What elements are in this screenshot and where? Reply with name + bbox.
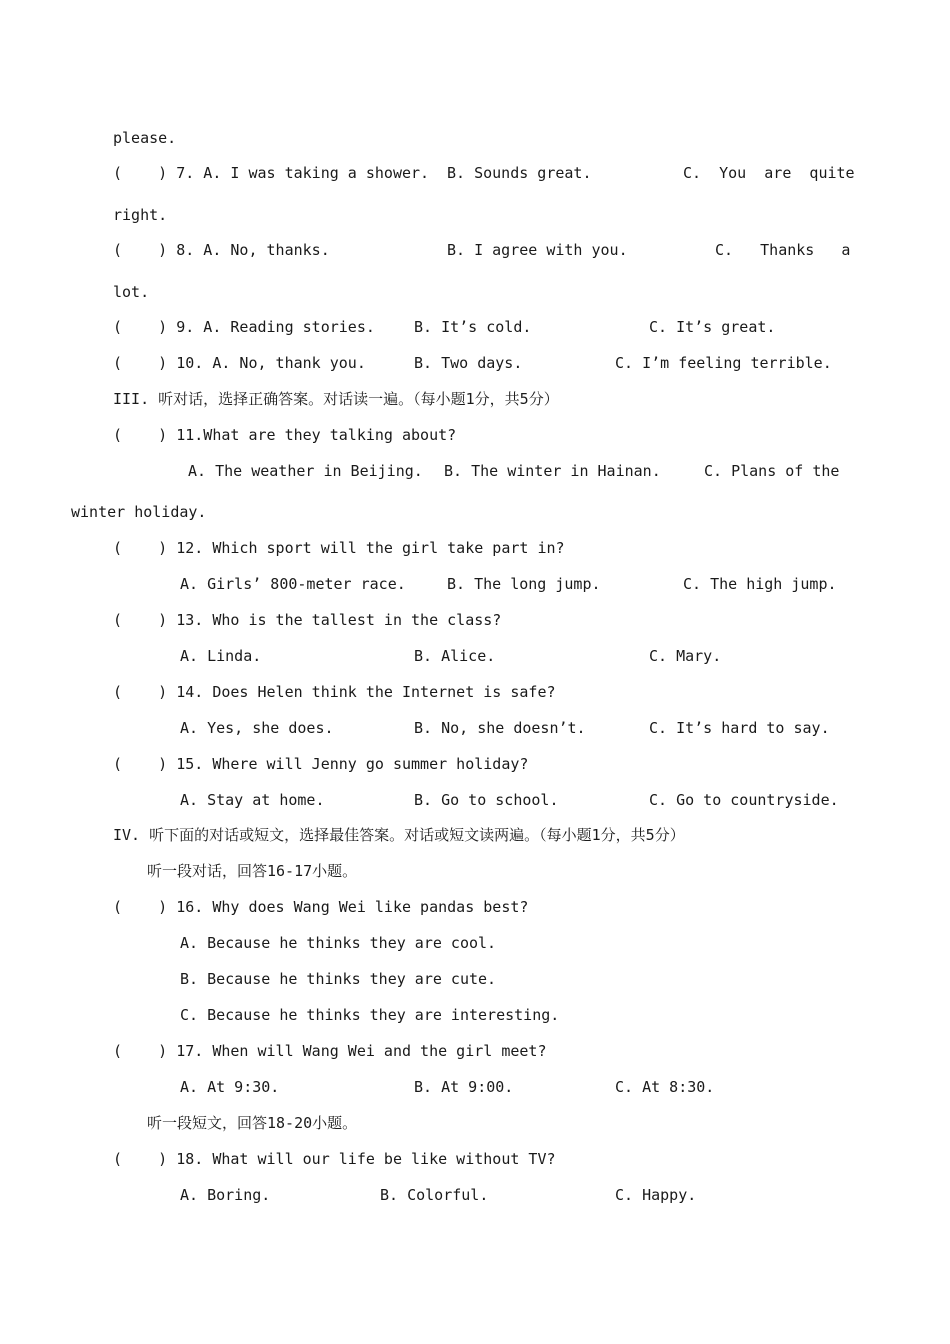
question-17-option-c: C. At 8:30. <box>615 1078 715 1096</box>
question-16-option-c: C. Because he thinks they are interesting. <box>180 1006 560 1024</box>
question-15-option-c: C. Go to countryside. <box>649 791 839 809</box>
question-11-option-c-continued: winter holiday. <box>71 503 207 521</box>
question-7-option-c-continued: right. <box>113 206 168 224</box>
question-7-option-a: ( ) 7. A. I was taking a shower. <box>113 164 430 182</box>
question-8-option-a: ( ) 8. A. No, thanks. <box>113 241 330 259</box>
question-12-option-a: A. Girls’ 800-meter race. <box>180 575 406 593</box>
question-13-option-b: B. Alice. <box>414 647 496 665</box>
question-8-option-b: B. I agree with you. <box>447 241 628 259</box>
question-18-option-a: A. Boring. <box>180 1186 271 1204</box>
question-7-option-b: B. Sounds great. <box>447 164 592 182</box>
dialogue-instruction: 听一段对话，回答16-17小题。 <box>147 862 358 880</box>
question-15-option-a: A. Stay at home. <box>180 791 325 809</box>
question-8-option-c: C. Thanks a <box>715 241 851 259</box>
question-11-option-a: A. The weather in Beijing. <box>188 462 423 480</box>
question-7-option-c: C. You are quite <box>683 164 855 182</box>
question-14-option-c: C. It’s hard to say. <box>649 719 830 737</box>
question-16-option-a: A. Because he thinks they are cool. <box>180 934 497 952</box>
question-9-option-b: B. It’s cold. <box>414 318 532 336</box>
question-18-option-b: B. Colorful. <box>380 1186 489 1204</box>
question-9-option-c: C. It’s great. <box>649 318 776 336</box>
question-14-stem: ( ) 14. Does Helen think the Internet is safe? <box>113 683 556 701</box>
question-15-stem: ( ) 15. Where will Jenny go summer holiday? <box>113 755 529 773</box>
section-4-heading: IV. 听下面的对话或短文，选择最佳答案。对话或短文读两遍。（每小题1分，共5分） <box>113 826 685 844</box>
question-10-option-b: B. Two days. <box>414 354 523 372</box>
question-6-option-c-continued: please. <box>113 129 177 147</box>
question-13-option-c: C. Mary. <box>649 647 722 665</box>
question-14-option-b: B. No, she doesn’t. <box>414 719 586 737</box>
question-11-option-c: C. Plans of the <box>704 462 840 480</box>
question-18-stem: ( ) 18. What will our life be like without TV? <box>113 1150 556 1168</box>
question-11-stem: ( ) 11.What are they talking about? <box>113 426 457 444</box>
question-15-option-b: B. Go to school. <box>414 791 559 809</box>
question-10-option-a: ( ) 10. A. No, thank you. <box>113 354 366 372</box>
question-18-option-c: C. Happy. <box>615 1186 697 1204</box>
question-16-option-b: B. Because he thinks they are cute. <box>180 970 497 988</box>
question-14-option-a: A. Yes, she does. <box>180 719 334 737</box>
question-17-stem: ( ) 17. When will Wang Wei and the girl meet? <box>113 1042 547 1060</box>
passage-instruction: 听一段短文，回答18-20小题。 <box>147 1114 358 1132</box>
question-11-option-b: B. The winter in Hainan. <box>444 462 661 480</box>
question-17-option-a: A. At 9:30. <box>180 1078 280 1096</box>
question-8-option-c-continued: lot. <box>113 283 150 301</box>
question-10-option-c: C. I’m feeling terrible. <box>615 354 832 372</box>
question-17-option-b: B. At 9:00. <box>414 1078 514 1096</box>
question-12-option-b: B. The long jump. <box>447 575 601 593</box>
question-16-stem: ( ) 16. Why does Wang Wei like pandas best? <box>113 898 529 916</box>
question-9-option-a: ( ) 9. A. Reading stories. <box>113 318 375 336</box>
section-3-heading: III. 听对话，选择正确答案。对话读一遍。（每小题1分，共5分） <box>113 390 559 408</box>
question-12-stem: ( ) 12. Which sport will the girl take part in? <box>113 539 565 557</box>
question-12-option-c: C. The high jump. <box>683 575 837 593</box>
question-13-stem: ( ) 13. Who is the tallest in the class? <box>113 611 502 629</box>
question-13-option-a: A. Linda. <box>180 647 262 665</box>
